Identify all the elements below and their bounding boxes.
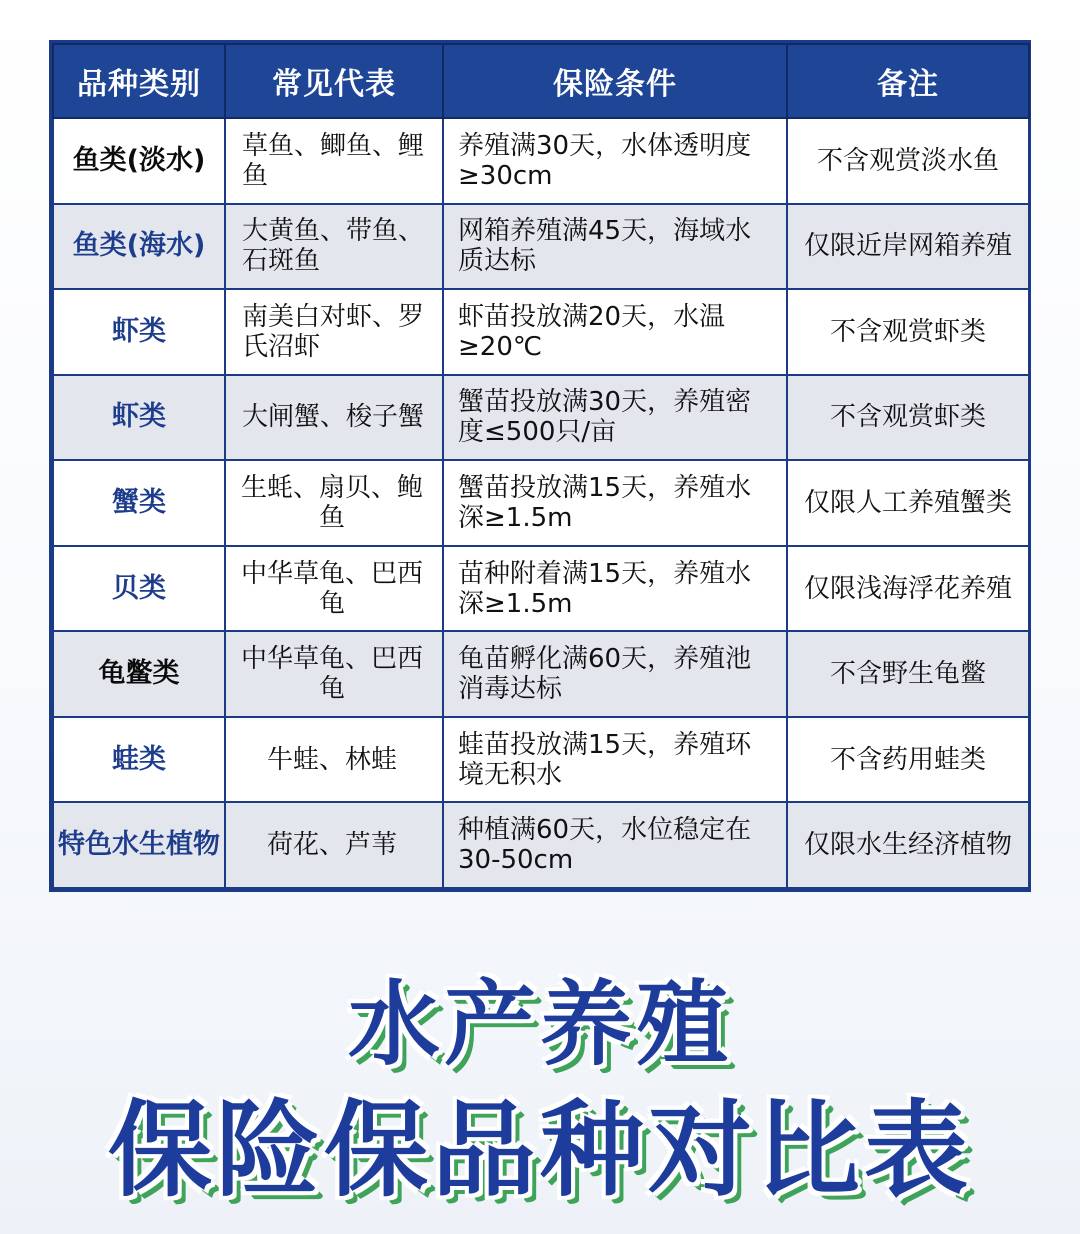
row-category: 特色水生植物: [53, 802, 225, 888]
table-row: [53, 289, 1029, 375]
row-representatives: 南美白对虾、罗氏沼虾: [225, 289, 443, 375]
row-condition: 虾苗投放满20天，水温≥20℃: [443, 289, 787, 375]
table-row: [53, 717, 1029, 803]
row-condition: 蟹苗投放满30天，养殖密度≤500只/亩: [443, 375, 787, 461]
row-representatives: 荷花、芦苇: [225, 802, 443, 888]
row-category: 虾类: [53, 375, 225, 461]
row-representatives: 草鱼、鲫鱼、鲤鱼: [225, 118, 443, 204]
header-representatives: 常见代表: [225, 44, 443, 118]
row-note: 不含野生龟鳖: [787, 631, 1029, 717]
row-note: 仅限人工养殖蟹类: [787, 460, 1029, 546]
row-note: 仅限浅海浮花养殖: [787, 546, 1029, 632]
table-row: [53, 802, 1029, 888]
row-representatives: 大闸蟹、梭子蟹: [225, 375, 443, 461]
table-row: [53, 546, 1029, 632]
row-note: 不含观赏淡水鱼: [787, 118, 1029, 204]
table-row: [53, 118, 1029, 204]
comparison-table-grid: [52, 43, 1030, 889]
row-category: 鱼类(淡水): [53, 118, 225, 204]
row-representatives: 中华草龟、巴西龟: [225, 546, 443, 632]
header-note: 备注: [787, 44, 1029, 118]
row-representatives: 中华草龟、巴西龟: [225, 631, 443, 717]
header-condition: 保险条件: [443, 44, 787, 118]
table-row: [53, 460, 1029, 546]
row-representatives: 牛蛙、林蛙: [225, 717, 443, 803]
table-row: [53, 375, 1029, 461]
row-note: 不含观赏虾类: [787, 375, 1029, 461]
row-condition: 网箱养殖满45天，海域水质达标: [443, 204, 787, 290]
row-condition: 蛙苗投放满15天，养殖环境无积水: [443, 717, 787, 803]
insurance-comparison-table: [49, 40, 1031, 892]
row-category: 蛙类: [53, 717, 225, 803]
row-representatives: 大黄鱼、带鱼、石斑鱼: [225, 204, 443, 290]
row-note: 不含药用蛙类: [787, 717, 1029, 803]
row-category: 鱼类(海水): [53, 204, 225, 290]
row-condition: 蟹苗投放满15天，养殖水深≥1.5m: [443, 460, 787, 546]
row-condition: 苗种附着满15天，养殖水深≥1.5m: [443, 546, 787, 632]
table-row: [53, 204, 1029, 290]
row-category: 蟹类: [53, 460, 225, 546]
header-category: 品种类别: [53, 44, 225, 118]
row-note: 仅限水生经济植物: [787, 802, 1029, 888]
table-row: [53, 631, 1029, 717]
row-condition: 养殖满30天，水体透明度≥30cm: [443, 118, 787, 204]
row-condition: 种植满60天，水位稳定在30-50cm: [443, 802, 787, 888]
poster-title-line1: 水产养殖: [347, 971, 732, 1078]
table-header-row: [53, 44, 1029, 118]
row-representatives: 生蚝、扇贝、鲍鱼: [225, 460, 443, 546]
row-note: 不含观赏虾类: [787, 289, 1029, 375]
poster-title-line2: 保险保品种对比表: [107, 1089, 972, 1211]
row-note: 仅限近岸网箱养殖: [787, 204, 1029, 290]
row-condition: 龟苗孵化满60天，养殖池消毒达标: [443, 631, 787, 717]
row-category: 龟鳖类: [53, 631, 225, 717]
row-category: 贝类: [53, 546, 225, 632]
row-category: 虾类: [53, 289, 225, 375]
